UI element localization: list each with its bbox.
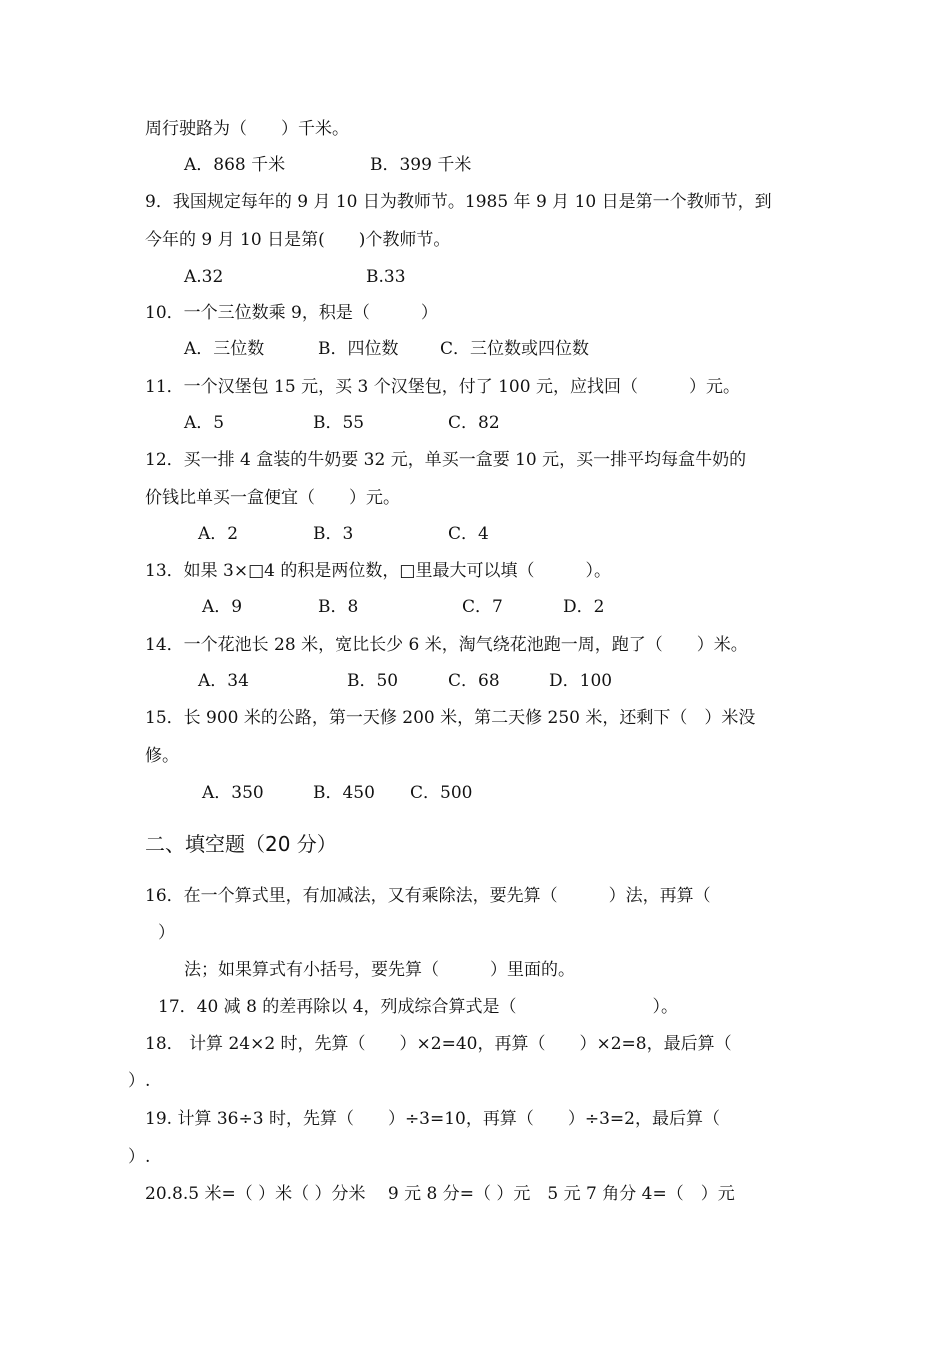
q11-option-b: B．55 [313, 413, 365, 433]
q12-option-a: A．2 [198, 524, 239, 544]
q8-option-b: B．399 千米 [370, 155, 472, 175]
q13-option-b: B．8 [318, 597, 359, 617]
q10-option-c: C．三位数或四位数 [440, 339, 590, 359]
q13-option-a: A．9 [202, 597, 243, 617]
q16-text-line-2: ） [158, 923, 175, 943]
q12-option-c: C．4 [448, 524, 489, 544]
q18-text-line-1: 18． 计算 24×2 时，先算（ ）×2=40，再算（ ）×2=8，最后算（ [145, 1034, 732, 1054]
q16-text-line-3: 法；如果算式有小括号，要先算（ ）里面的。 [184, 960, 575, 980]
q14-option-d: D．100 [549, 671, 613, 691]
q10-option-b: B．四位数 [318, 339, 399, 359]
q15-option-b: B．450 [313, 783, 375, 803]
q8-text-line: 周行驶路为（ ）千米。 [145, 119, 349, 139]
q13-option-c: C．7 [462, 597, 503, 617]
q12-option-b: B．3 [313, 524, 354, 544]
q17-text-line: 17．40 减 8 的差再除以 4，列成综合算式是（ ）。 [158, 997, 679, 1017]
q12-text-line-1: 12．买一排 4 盒装的牛奶要 32 元，单买一盒要 10 元，买一排平均每盒牛奶的 [145, 450, 747, 470]
q9-option-a: A.32 [184, 267, 224, 287]
q11-option-a: A．5 [184, 413, 225, 433]
q12-text-line-2: 价钱比单买一盒便宜（ ）元。 [145, 488, 400, 508]
q14-text-line: 14．一个花池长 28 米，宽比长少 6 米，淘气绕花池跑一周，跑了（ ）米。 [145, 635, 748, 655]
q8-option-a: A．868 千米 [184, 155, 286, 175]
q15-text-line-2: 修。 [145, 746, 179, 766]
q14-option-a: A．34 [198, 671, 249, 691]
q15-text-line-1: 15．长 900 米的公路，第一天修 200 米，第二天修 250 米，还剩下（ ）米没 [145, 708, 756, 728]
q19-text-line-1: 19. 计算 36÷3 时，先算（ ）÷3=10，再算（ ）÷3=2，最后算（ [145, 1109, 720, 1129]
q14-option-c: C．68 [448, 671, 500, 691]
q13-text-line: 13．如果 3×□4 的积是两位数，□里最大可以填（ ）。 [145, 561, 611, 581]
q10-text-line: 10．一个三位数乘 9，积是（ ） [145, 303, 438, 323]
q11-text-line: 11．一个汉堡包 15 元，买 3 个汉堡包，付了 100 元，应找回（ ）元。 [145, 377, 740, 397]
q13-option-d: D．2 [563, 597, 605, 617]
q19-text-line-2: ）. [128, 1147, 151, 1167]
q18-text-line-2: ）. [128, 1071, 151, 1091]
q14-option-b: B．50 [347, 671, 399, 691]
q15-option-c: C．500 [410, 783, 473, 803]
q10-option-a: A．三位数 [184, 339, 265, 359]
section-heading-fill-in: 二、填空题（20 分） [145, 832, 337, 856]
q11-option-c: C．82 [448, 413, 500, 433]
q20-text-line: 20.8.5 米=（ ）米（ ）分米 9 元 8 分=（ ）元 5 元 7 角分 4=（ ）元 [145, 1184, 735, 1204]
q16-text-line-1: 16．在一个算式里，有加减法，又有乘除法，要先算（ ）法，再算（ [145, 886, 711, 906]
q9-option-b: B.33 [366, 267, 406, 287]
q15-option-a: A．350 [202, 783, 264, 803]
q9-text-line-1: 9．我国规定每年的 9 月 10 日为教师节。1985 年 9 月 10 日是第一个教师节，到 [145, 192, 772, 212]
q9-text-line-2: 今年的 9 月 10 日是第( )个教师节。 [145, 230, 451, 250]
